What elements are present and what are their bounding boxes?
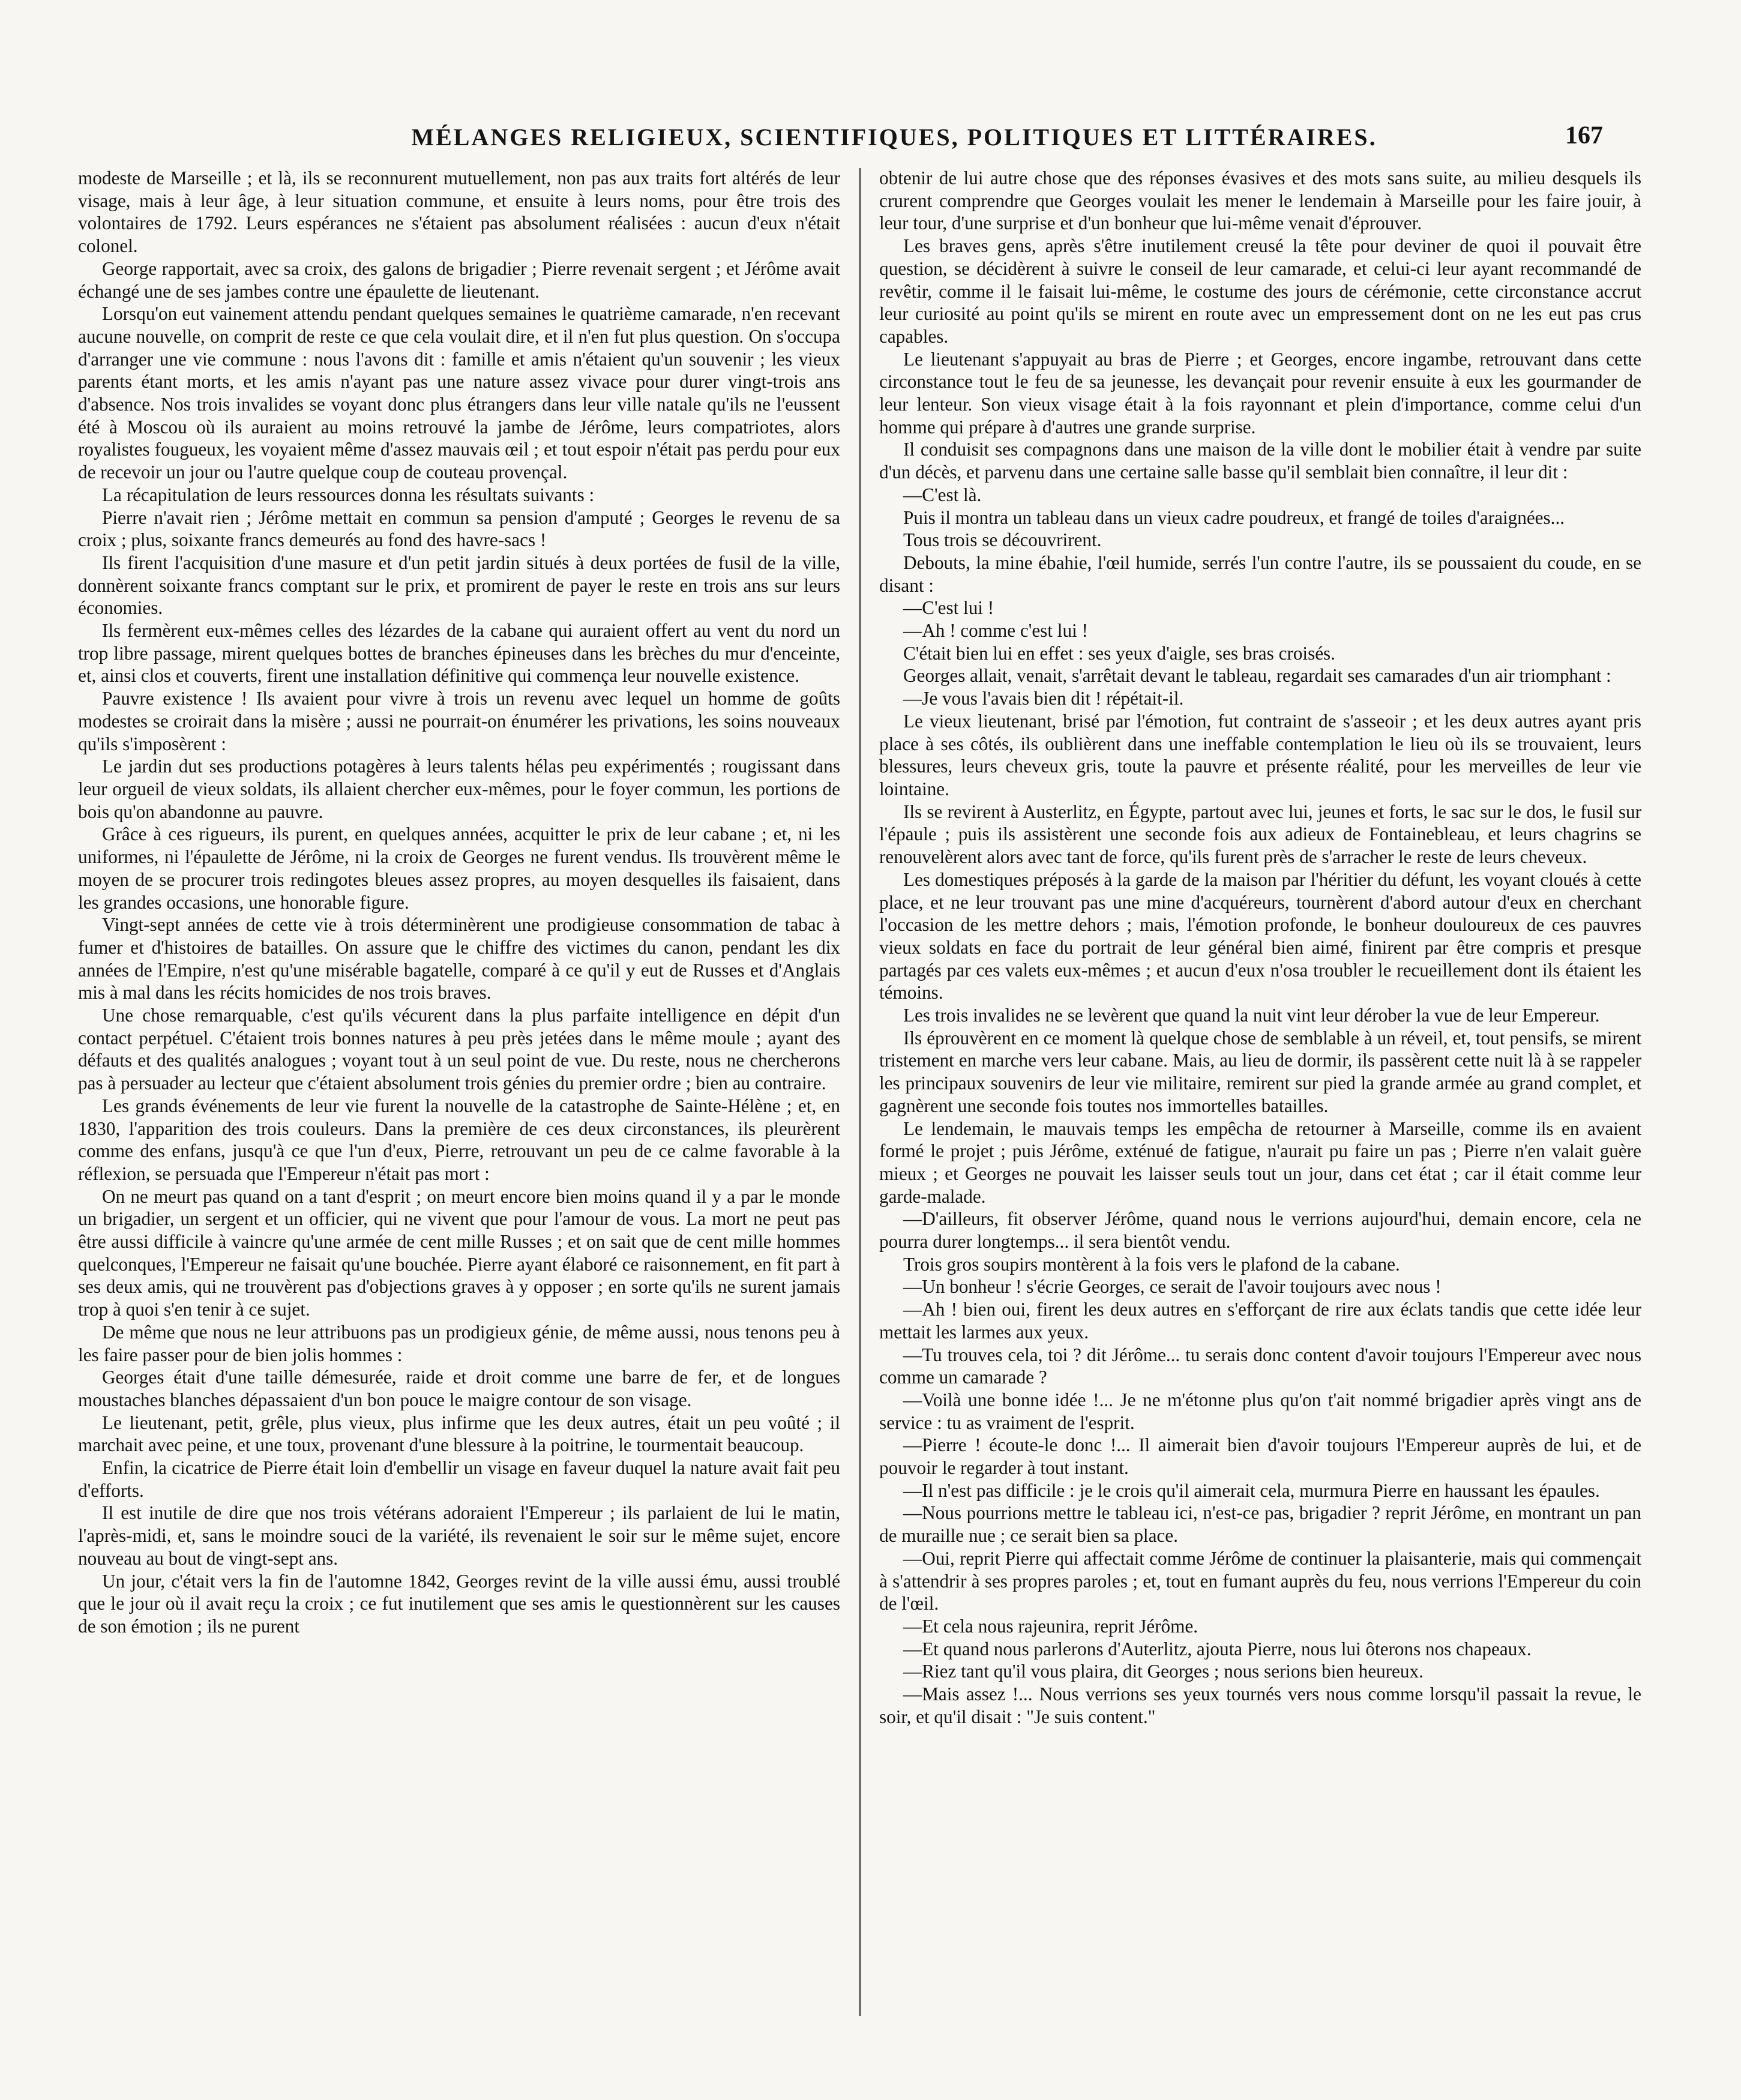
paragraph: Lorsqu'on eut vainement attendu pendant quelques semaines le quatrième camarade, n'en recevant aucune nouvelle, on comprit de reste ce que cela voulait dire, et il n'en fut plus question. On s'occupa d'arranger une vie commune : nous l'avons dit : famille et amis n'étaient qu'un souvenir ; les vieux parents étant morts, et les amis n'ayant pas une nature assez vivace pour durer vingt-trois ans d'absence. Nos trois invalides se voyant donc plus étrangers dans leur ville natale qu'ils ne l'eussent été à Moscou où ils auraient au moins retrouvé la jambe de Jérôme, leurs compatriotes, alors royalistes fougueux, les voyaient même d'assez mauvais œil ; et tout espoir n'était pas perdu pour eux de recevoir un jour ou l'autre quelque coup de couteau provençal. (78, 303, 840, 483)
paragraph: —Voilà une bonne idée !... Je ne m'étonne plus qu'on t'ait nommé brigadier après vingt ans de service : tu as vraiment de l'esprit. (879, 1389, 1641, 1433)
paragraph: —Je vous l'avais bien dit ! répétait-il. (903, 688, 1184, 709)
paragraph: Le jardin dut ses productions potagères à leurs talents hélas peu expérimentés ; rougissant dans leur orgueil de vieux soldats, ils allaient chercher eux-mêmes, pour le foyer commun, les portions de bois qu'on abandonne au pauvre. (78, 756, 840, 822)
right-column (879, 167, 1641, 2016)
paragraph: —Et quand nous parlerons d'Auterlitz, ajouta Pierre, nous lui ôterons nos chapeaux. (903, 1638, 1532, 1659)
paragraph: —Mais assez !... Nous verrions ses yeux tournés vers nous comme lorsqu'il passait la revue, le soir, et qu'il disait : "Je suis content." (879, 1683, 1641, 1727)
paragraph: Vingt-sept années de cette vie à trois déterminèrent une prodigieuse consommation de tabac à fumer et d'histoires de batailles. On assure que le chiffre des victimes du canon, pendant les dix années de l'Empire, n'est qu'une misérable bagatelle, comparé à ce qu'il y eut de Russes et d'Anglais mis à mal dans les récits homicides de nos trois braves. (78, 914, 840, 1003)
paragraph: Ils éprouvèrent en ce moment là quelque chose de semblable à un réveil, et, tout pensifs, se mirent tristement en marche vers leur cabane. Mais, au lieu de dormir, ils passèrent cette nuit là à se rappeler les principaux souvenirs de leur vie militaire, remirent sur pied la grande armée au grand complet, et gagnèrent une seconde fois toutes nos immortelles batailles. (879, 1027, 1641, 1116)
paragraph: —Ah ! bien oui, firent les deux autres en s'efforçant de rire aux éclats tandis que cette idée leur mettait les larmes aux yeux. (879, 1299, 1641, 1343)
paragraph: —Un bonheur ! s'écrie Georges, ce serait de l'avoir toujours avec nous ! (903, 1276, 1442, 1298)
paragraph: La récapitulation de leurs ressources donna les résultats suivants : (102, 484, 595, 505)
paragraph: —D'ailleurs, fit observer Jérôme, quand nous le verrions aujourd'hui, demain encore, cela ne pourra durer longtemps... il sera bientôt vendu. (879, 1208, 1641, 1253)
paragraph: obtenir de lui autre chose que des réponses évasives et des mots sans suite, au milieu desquels ils crurent comprendre que Georges voulait les mener le lendemain à Marseille pour les faire jouir, à leur tour, d'une surprise et d'un bonheur que lui-même venait d'éprouver. (879, 167, 1641, 234)
paragraph: —Nous pourrions mettre le tableau ici, n'est-ce pas, brigadier ? reprit Jérôme, en montrant un pan de muraille nue ; ce serait bien sa place. (879, 1502, 1641, 1547)
paragraph: Les grands événements de leur vie furent la nouvelle de la catastrophe de Sainte-Hélène ; et, en 1830, l'apparition des trois couleurs. Dans la première de ces deux circonstances, ils pleurèrent comme des enfans, jusqu'à ce que l'un d'eux, Pierre, retrouvant un peu de ce calme favorable à la réflexion, se persuada que l'Empereur n'était pas mort : (78, 1095, 840, 1184)
paragraph: Le lendemain, le mauvais temps les empêcha de retourner à Marseille, comme ils en avaient formé le projet ; puis Jérôme, exténué de fatigue, n'aurait pu faire un pas ; Pierre n'en valait guère mieux ; et Georges ne pouvait les laisser seuls tout un jour, dans cet état ; car il était comme leur garde-malade. (879, 1118, 1641, 1207)
running-head: MÉLANGES RELIGIEUX, SCIENTIFIQUES, POLITIQUES ET LITTÉRAIRES. (411, 124, 1377, 151)
paragraph: —Ah ! comme c'est lui ! (903, 620, 1088, 642)
paragraph: —Il n'est pas difficile : je le crois qu'il aimerait cela, murmura Pierre en haussant les épaules. (903, 1479, 1600, 1501)
paragraph: Georges allait, venait, s'arrêtait devant le tableau, regardait ses camarades d'un air triomphant : (903, 665, 1611, 687)
paragraph: Un jour, c'était vers la fin de l'automne 1842, Georges revint de la ville aussi ému, aussi troublé que le jour où il avait reçu la croix ; ce fut inutilement que ses amis le questionnèrent sur les causes de son émotion ; ils ne purent (78, 1570, 840, 1637)
paragraph: On ne meurt pas quand on a tant d'esprit ; on meurt encore bien moins quand il y a par le monde un brigadier, un sergent et un officier, qui ne vivent que pour l'amour de vous. La mort ne peut pas être aussi difficile à vaincre qu'une armée de cent mille Russes ; et on sait que de cent mille hommes quelconques, l'Empereur ne faisait qu'une bouchée. Pierre ayant élaboré ce raisonnement, en fit part à ses deux amis, qui ne trouvèrent pas d'objections graves à y opposer ; en sorte qu'ils ne surent jamais trop à quoi s'en tenir à ce sujet. (78, 1185, 840, 1320)
paragraph: —Et cela nous rajeunira, reprit Jérôme. (903, 1616, 1198, 1637)
paragraph: Ils fermèrent eux-mêmes celles des lézardes de la cabane qui auraient offert au vent du nord un trop libre passage, mirent quelques bottes de branches épineuses dans les brèches du mur d'enceinte, et, ainsi clos et couverts, firent une installation définitive qui commença leur nouvelle existence. (78, 620, 840, 687)
paragraph: De même que nous ne leur attribuons pas un prodigieux génie, de même aussi, nous tenons peu à les faire passer pour de bien jolis hommes : (78, 1321, 840, 1365)
paragraph: Enfin, la cicatrice de Pierre était loin d'embellir un visage en faveur duquel la nature avait fait peu d'efforts. (78, 1457, 840, 1501)
paragraph: Il est inutile de dire que nos trois vétérans adoraient l'Empereur ; ils parlaient de lui le matin, l'après-midi, et, sans le moindre souci de la variété, ils revenaient le soir sur le même sujet, encore nouveau au bout de vingt-sept ans. (78, 1502, 840, 1569)
paragraph: C'était bien lui en effet : ses yeux d'aigle, ses bras croisés. (903, 642, 1335, 664)
paragraph: —Oui, reprit Pierre qui affectait comme Jérôme de continuer la plaisanterie, mais qui commençait à s'attendrir à ses propres paroles ; et, tout en fumant auprès du feu, nous verrions l'Empereur du coin de l'œil. (879, 1547, 1641, 1614)
paragraph: Ils se revirent à Austerlitz, en Égypte, partout avec lui, jeunes et forts, le sac sur le dos, le fusil sur l'épaule ; puis ils assistèrent une seconde fois aux adieux de Fontainebleau, et leurs chagrins se renouvelèrent alors avec tant de force, qu'ils furent près de s'arracher le reste de leurs cheveux. (879, 801, 1641, 868)
paragraph: Les braves gens, après s'être inutilement creusé la tête pour deviner de quoi il pouvait être question, se décidèrent à suivre le conseil de leur camarade, et celui-ci leur ayant recommandé de revêtir, comme il le faisait lui-même, le costume des jours de cérémonie, cette circonstance accrut leur curiosité au point qu'ils se mirent en route avec un empressement dont on ne les eut pas crus capables. (879, 235, 1641, 347)
paragraph: Pierre n'avait rien ; Jérôme mettait en commun sa pension d'amputé ; Georges le revenu de sa croix ; plus, soixante francs demeurés au fond des havre-sacs ! (78, 507, 840, 551)
paragraph: Tous trois se découvrirent. (903, 529, 1102, 551)
page-number: 167 (1565, 122, 1603, 149)
paragraph: —C'est là. (903, 484, 982, 505)
paragraph: Les trois invalides ne se levèrent que quand la nuit vint leur dérober la vue de leur Empereur. (903, 1005, 1600, 1026)
left-column (78, 167, 840, 2016)
paragraph: —Tu trouves cela, toi ? dit Jérôme... tu serais donc content d'avoir toujours l'Empereur avec nous comme un camarade ? (879, 1344, 1641, 1388)
paragraph: Georges était d'une taille démesurée, raide et droit comme une barre de fer, et de longues moustaches blanches dépassaient d'un bon pouce le maigre contour de son visage. (78, 1367, 840, 1410)
paragraph: Le vieux lieutenant, brisé par l'émotion, fut contraint de s'asseoir ; et les deux autres ayant pris place à ses côtés, ils oublièrent dans une ineffable contemplation le lieu où ils se trouvaient, leurs blessures, leurs cheveux gris, toute la pauvre et présente réalité, pour les merveilles de leur vie lointaine. (879, 710, 1641, 799)
paragraph: Le lieutenant, petit, grêle, plus vieux, plus infirme que les deux autres, était un peu voûté ; il marchait avec peine, et une toux, provenant d'une blessure à la poitrine, le tourmentait beaucoup. (78, 1412, 840, 1456)
paragraph: Il conduisit ses compagnons dans une maison de la ville dont le mobilier était à vendre par suite d'un décès, et parvenu dans une certaine salle basse qu'il semblait bien connaître, il leur dit : (879, 439, 1641, 483)
paragraph: Pauvre existence ! Ils avaient pour vivre à trois un revenu avec lequel un homme de goûts modestes se croirait dans la misère ; aussi ne pourrait-on énumérer les privations, les soins nouveaux qu'ils s'imposèrent : (78, 688, 840, 754)
paragraph: —Pierre ! écoute-le donc !... Il aimerait bien d'avoir toujours l'Empereur auprès de lui, et de pouvoir le regarder à tout instant. (879, 1434, 1641, 1479)
paragraph: Une chose remarquable, c'est qu'ils vécurent dans la plus parfaite intelligence en dépit d'un contact perpétuel. C'étaient trois bonnes natures à peu près jetées dans le même moule ; ayant des défauts et des qualités analogues ; voyant tout à un seul point de vue. Du reste, nous ne chercherons pas à persuader au lecteur que c'étaient absolument trois génies du premier ordre ; bien au contraire. (78, 1005, 840, 1094)
paragraph: Trois gros soupirs montèrent à la fois vers le plafond de la cabane. (903, 1253, 1400, 1275)
paragraph: Le lieutenant s'appuyait au bras de Pierre ; et Georges, encore ingambe, retrouvant dans cette circonstance tout le feu de sa jeunesse, les devançait pour revenir ensuite à eux les gourmander de leur lenteur. Son vieux visage était à la fois rayonnant et plein d'importance, comme celui d'un homme qui prépare à d'autres une grande surprise. (879, 348, 1641, 438)
paragraph: —Riez tant qu'il vous plaira, dit Georges ; nous serions bien heureux. (903, 1661, 1424, 1682)
column-divider (859, 168, 861, 2016)
paragraph: Les domestiques préposés à la garde de la maison par l'héritier du défunt, les voyant cloués à cette place, et ne leur trouvant pas une mine d'acquéreurs, tournèrent d'abord autour d'eux en cherchant l'occasion de les mettre dehors ; mais, l'émotion profonde, le bonheur douloureux de ces pauvres vieux soldats en face du portrait de leur général bien aimé, finirent par être compris et presque partagés par ces valets eux-mêmes ; et aucun d'eux n'osa troubler le recueillement dont ils étaient les témoins. (879, 868, 1641, 1003)
paragraph: Grâce à ces rigueurs, ils purent, en quelques années, acquitter le prix de leur cabane ; et, ni les uniformes, ni l'épaulette de Jérôme, ni la croix de Georges ne furent vendus. Ils trouvèrent même le moyen de se procurer trois redingotes bleues assez propres, au moyen desquelles ils faisaient, dans les grandes occasions, une honorable figure. (78, 823, 840, 913)
paragraph: Ils firent l'acquisition d'une masure et d'un petit jardin situés à deux portées de fusil de la ville, donnèrent soixante francs comptant sur le prix, et promirent de payer le reste en trois ans sur leurs économies. (78, 552, 840, 619)
paragraph: George rapportait, avec sa croix, des galons de brigadier ; Pierre revenait sergent ; et Jérôme avait échangé une de ses jambes contre une épaulette de lieutenant. (78, 257, 840, 302)
paragraph: —C'est lui ! (903, 597, 994, 619)
paragraph: Debouts, la mine ébahie, l'œil humide, serrés l'un contre l'autre, ils se poussaient du coude, en se disant : (879, 552, 1641, 596)
paragraph: Puis il montra un tableau dans un vieux cadre poudreux, et frangé de toiles d'araignées... (903, 507, 1565, 528)
paragraph: modeste de Marseille ; et là, ils se reconnurent mutuellement, non pas aux traits fort altérés de leur visage, mais à leur âge, à leur situation commune, et ensuite à leurs noms, pour être trois des volontaires de 1792. Leurs espérances ne s'étaient pas absolument réalisées : aucun d'eux n'était colonel. (78, 167, 840, 257)
